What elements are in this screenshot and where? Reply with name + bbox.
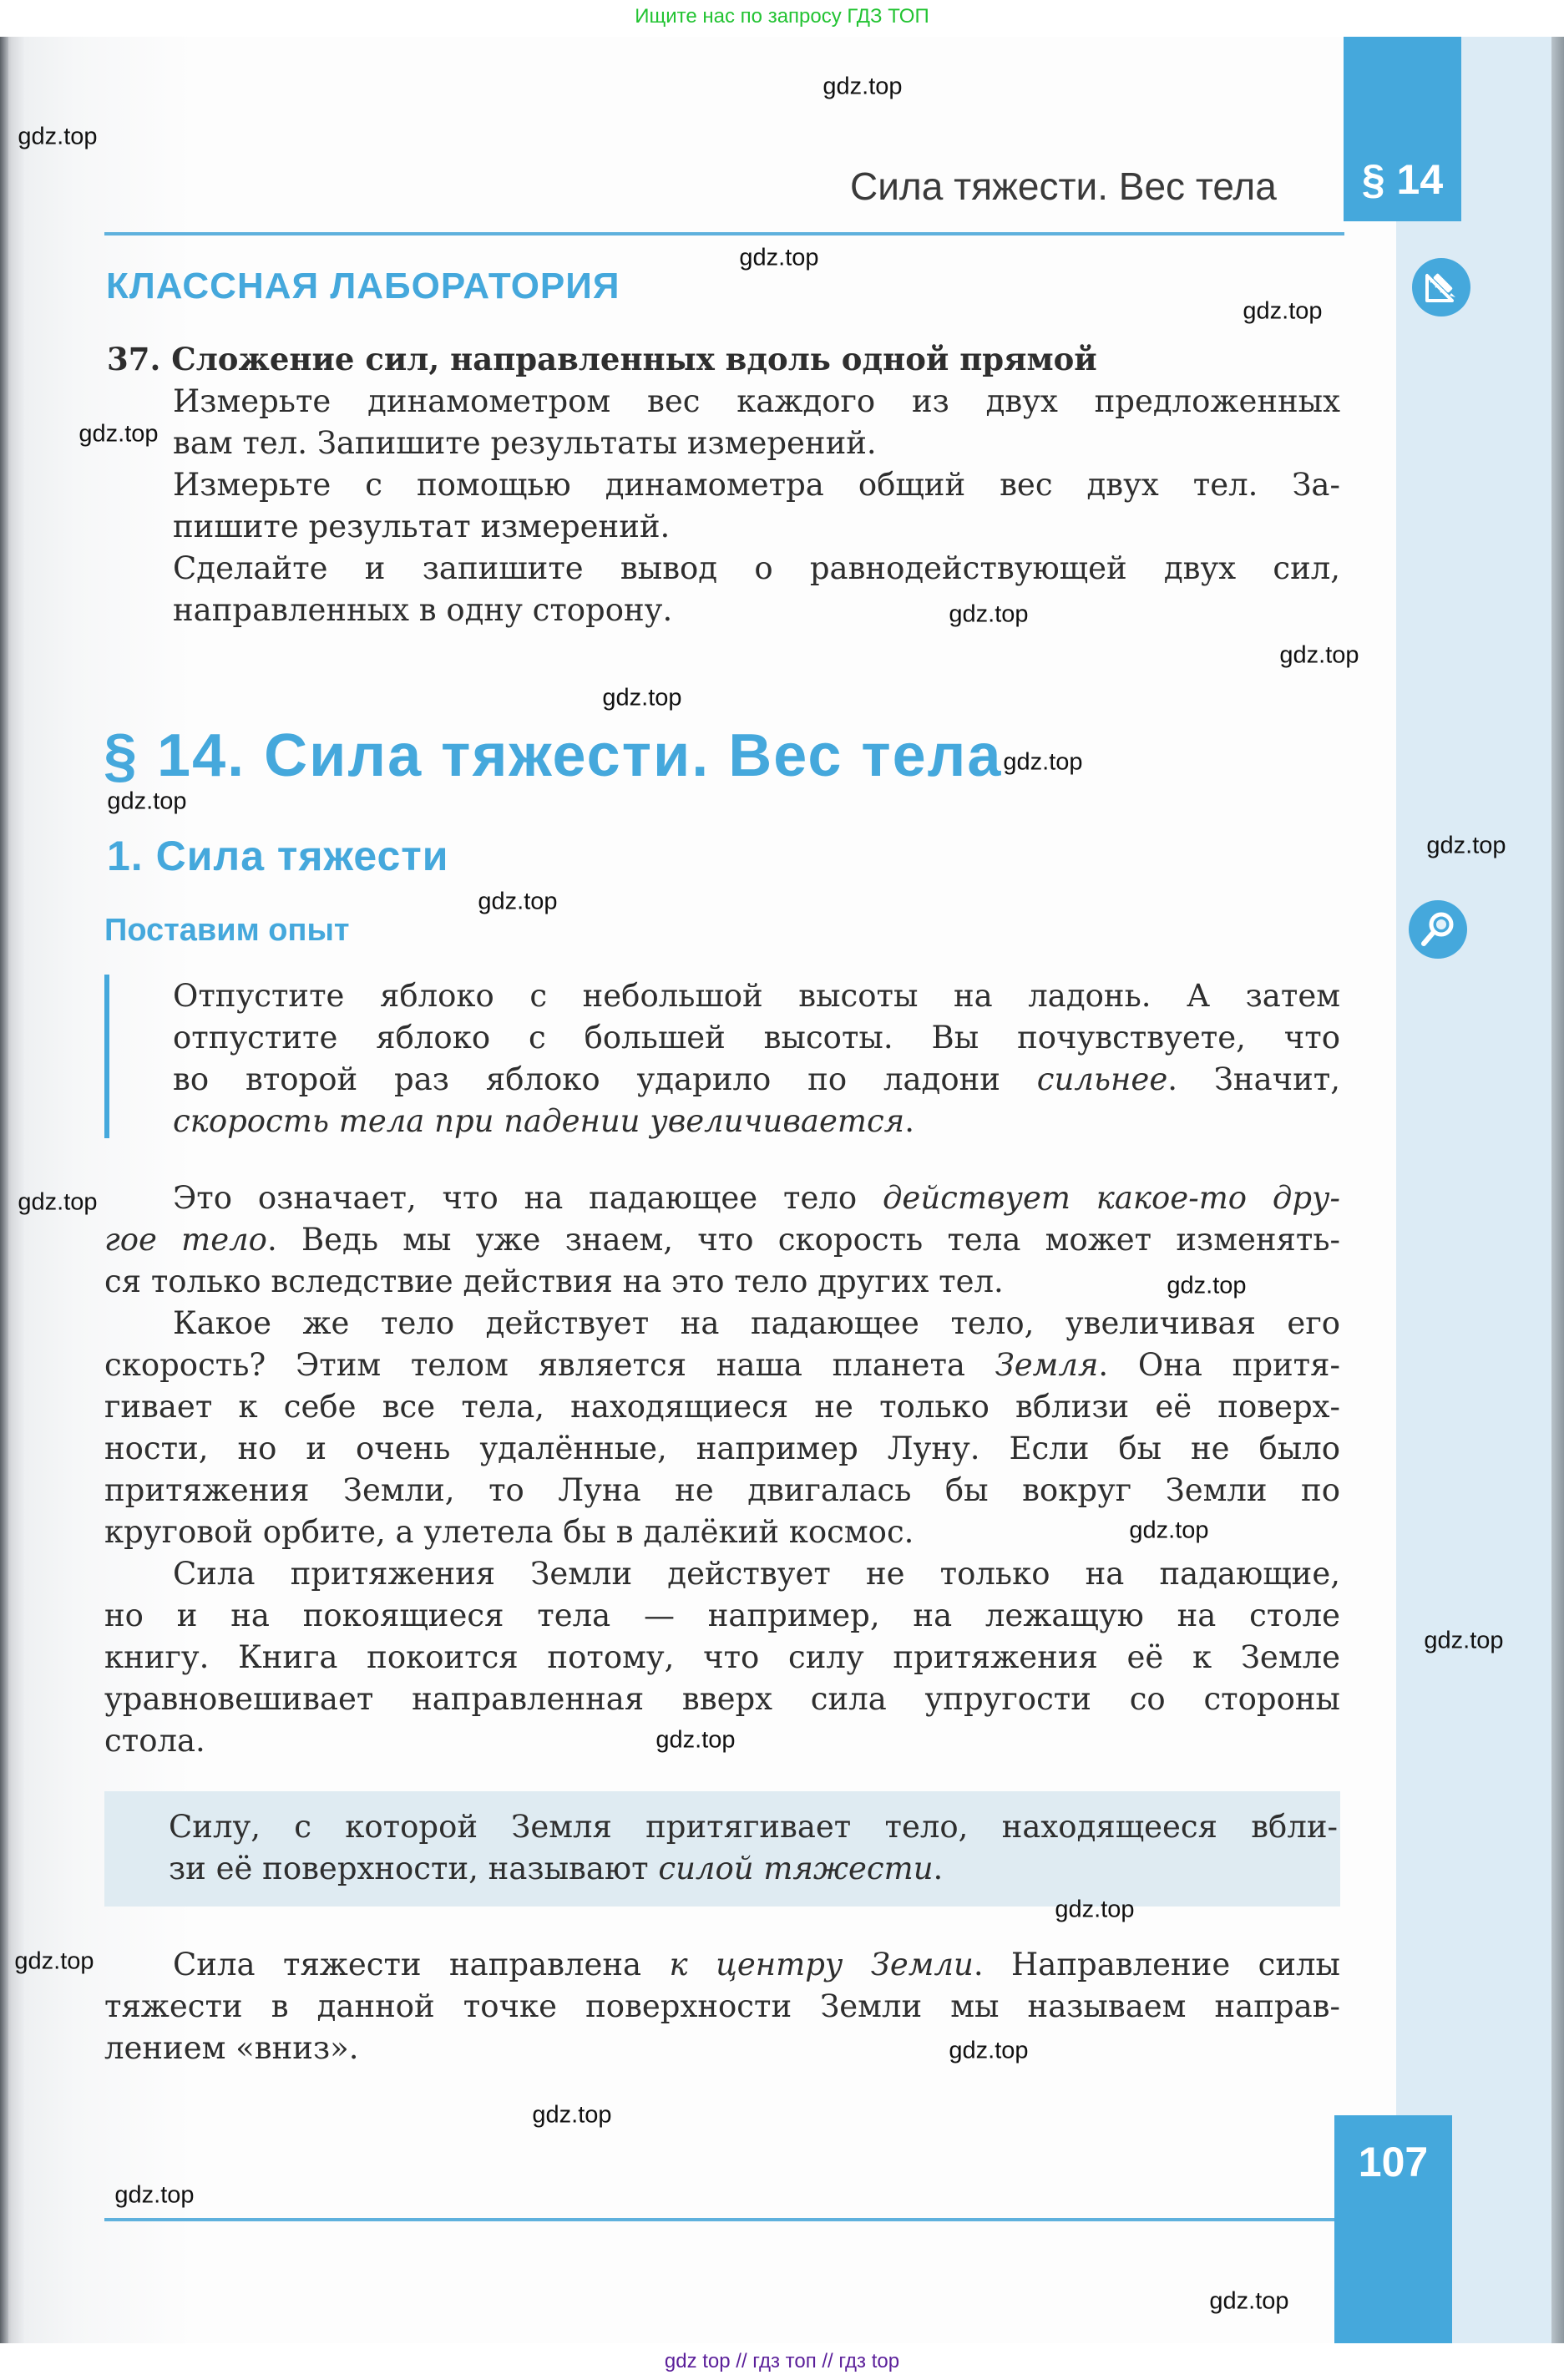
emphasis: действует какое-то дру- xyxy=(882,1180,1340,1216)
footer-links[interactable]: gdz top // гдз топ // гдз top xyxy=(0,2343,1564,2380)
watermark: gdz.top xyxy=(655,1726,736,1754)
text-line: книгу. Книга покоится потому, что силу притяжения её к Земле xyxy=(104,1639,1340,1675)
emphasis: силой тяжести xyxy=(658,1851,934,1886)
text-line: Отпустите яблоко с небольшой высоты на ладонь. А затем xyxy=(173,978,1340,1014)
text-span: . Ведь мы уже знаем, что скорость тела может изменять- xyxy=(266,1222,1340,1258)
watermark: gdz.top xyxy=(602,684,682,711)
text-line xyxy=(104,1177,1340,1219)
watermark: gdz.top xyxy=(1003,748,1083,776)
search-banner[interactable]: Ищите нас по запросу ГДЗ ТОП xyxy=(0,0,1564,38)
definition-text xyxy=(169,1806,1338,1890)
emphasis: Земля xyxy=(995,1347,1099,1383)
watermark: gdz.top xyxy=(107,787,187,815)
header-rule xyxy=(104,232,1344,235)
text-line xyxy=(169,1848,1338,1890)
text-span: скорость? Этим телом является наша планета xyxy=(104,1347,995,1383)
text-line: Измерьте динамометром вес каждого из двух предложенных xyxy=(173,383,1340,419)
text-span: Это означает, что на падающее тело xyxy=(173,1180,883,1216)
text-line: пишите результат измерений. xyxy=(173,509,671,544)
text-span: . Она притя- xyxy=(1098,1347,1340,1383)
text-line: лением «вниз». xyxy=(104,2030,359,2066)
text-line xyxy=(104,1344,1340,1386)
body-paragraphs xyxy=(104,1177,1340,1553)
footer-rule xyxy=(104,2218,1336,2221)
text-line: гивает к себе все тела, находящиеся не только вблизи её поверх- xyxy=(104,1389,1340,1425)
text-line: Сделайте и запишите вывод о равнодействующей двух сил, xyxy=(173,550,1340,586)
margin-strip xyxy=(1396,37,1551,2343)
subsection-title: 1. Сила тяжести xyxy=(107,833,449,879)
text-line: стола. xyxy=(104,1723,205,1759)
text-line xyxy=(173,1059,1340,1101)
text-line: Силу, с которой Земля притягивает тело, находящееся вбли- xyxy=(169,1809,1338,1845)
text-span: . xyxy=(933,1851,944,1886)
emphasis: скорость тела при падении увеличивается xyxy=(173,1103,905,1139)
text-line: вам тел. Запишите результаты измерений. xyxy=(173,425,877,461)
watermark: gdz.top xyxy=(949,2037,1029,2064)
watermark: gdz.top xyxy=(1279,641,1359,669)
experiment-text xyxy=(173,975,1340,1142)
section-tab-label: § 14 xyxy=(1361,156,1444,203)
text-line: Измерьте с помощью динамометра общий вес двух тел. За- xyxy=(173,467,1340,503)
watermark: gdz.top xyxy=(114,2181,195,2209)
emphasis: гое тело xyxy=(104,1222,267,1258)
experiment-heading: Поставим опыт xyxy=(104,913,350,948)
watermark: gdz.top xyxy=(532,2101,612,2129)
watermark: gdz.top xyxy=(1055,1896,1135,1923)
lab-task-title: 37. Сложение сил, направленных вдоль одной прямой xyxy=(107,341,1097,377)
text-span: . Направление силы xyxy=(973,1947,1340,1982)
text-line: Сила притяжения Земли действует не только на падающие, xyxy=(173,1556,1340,1592)
lab-instructions xyxy=(173,381,1340,631)
watermark: gdz.top xyxy=(14,1947,94,1975)
watermark: gdz.top xyxy=(1167,1272,1247,1299)
text-line: уравновешивает направленная вверх сила упругости со стороны xyxy=(104,1681,1340,1717)
ruler-pencil-icon xyxy=(1412,258,1470,316)
emphasis: к центру Земли xyxy=(669,1947,974,1982)
watermark: gdz.top xyxy=(1426,832,1506,859)
text-line: но и на покоящиеся тела — например, на лежащую на столе xyxy=(104,1598,1340,1633)
watermark: gdz.top xyxy=(1424,1627,1504,1654)
text-line: тяжести в данной точке поверхности Земли мы называем направ- xyxy=(104,1988,1340,2024)
watermark: gdz.top xyxy=(949,600,1029,628)
text-span: . Значит, xyxy=(1167,1061,1340,1097)
text-line: направленных в одну сторону. xyxy=(173,592,673,628)
experiment-marker-bar xyxy=(104,975,109,1138)
text-span: . xyxy=(904,1103,914,1139)
page-number: 107 xyxy=(1358,2139,1429,2185)
watermark: gdz.top xyxy=(478,888,558,915)
watermark: gdz.top xyxy=(1129,1517,1209,1544)
text-span: во второй раз яблоко ударило по ладони xyxy=(173,1061,1037,1097)
text-line: ся только вследствие действия на это тело других тел. xyxy=(104,1263,1004,1299)
watermark: gdz.top xyxy=(1209,2287,1289,2315)
watermark: gdz.top xyxy=(1243,297,1323,325)
section-title: § 14. Сила тяжести. Вес тела xyxy=(104,722,1003,789)
text-line xyxy=(173,1101,1340,1142)
text-line: Какое же тело действует на падающее тело, увеличивая его xyxy=(173,1305,1340,1341)
watermark: gdz.top xyxy=(822,73,903,100)
text-span: Сила тяжести направлена xyxy=(173,1947,670,1982)
text-line xyxy=(104,1944,1340,1986)
text-line: отпустите яблоко с большей высоты. Вы почувствуете, что xyxy=(173,1020,1340,1056)
running-header-title: Сила тяжести. Вес тела xyxy=(850,165,1277,208)
text-line: притяжения Земли, то Луна не двигалась бы вокруг Земли по xyxy=(104,1472,1340,1508)
watermark: gdz.top xyxy=(739,244,819,271)
watermark: gdz.top xyxy=(18,1188,98,1216)
text-line: ности, но и очень удалённые, например Луну. Если бы не было xyxy=(104,1431,1340,1466)
watermark: gdz.top xyxy=(18,123,98,150)
page-edge xyxy=(1551,37,1564,2343)
emphasis: сильнее xyxy=(1036,1061,1168,1097)
text-line xyxy=(104,1219,1340,1261)
spine-edge xyxy=(0,37,8,2343)
lab-heading: КЛАССНАЯ ЛАБОРАТОРИЯ xyxy=(106,266,620,306)
magnifier-icon xyxy=(1409,900,1467,959)
body-paragraph-direction xyxy=(104,1944,1340,2069)
text-line: круговой орбите, а улетела бы в далёкий космос. xyxy=(104,1514,914,1550)
watermark: gdz.top xyxy=(78,420,159,448)
text-span: зи её поверхности, называют xyxy=(169,1851,659,1886)
